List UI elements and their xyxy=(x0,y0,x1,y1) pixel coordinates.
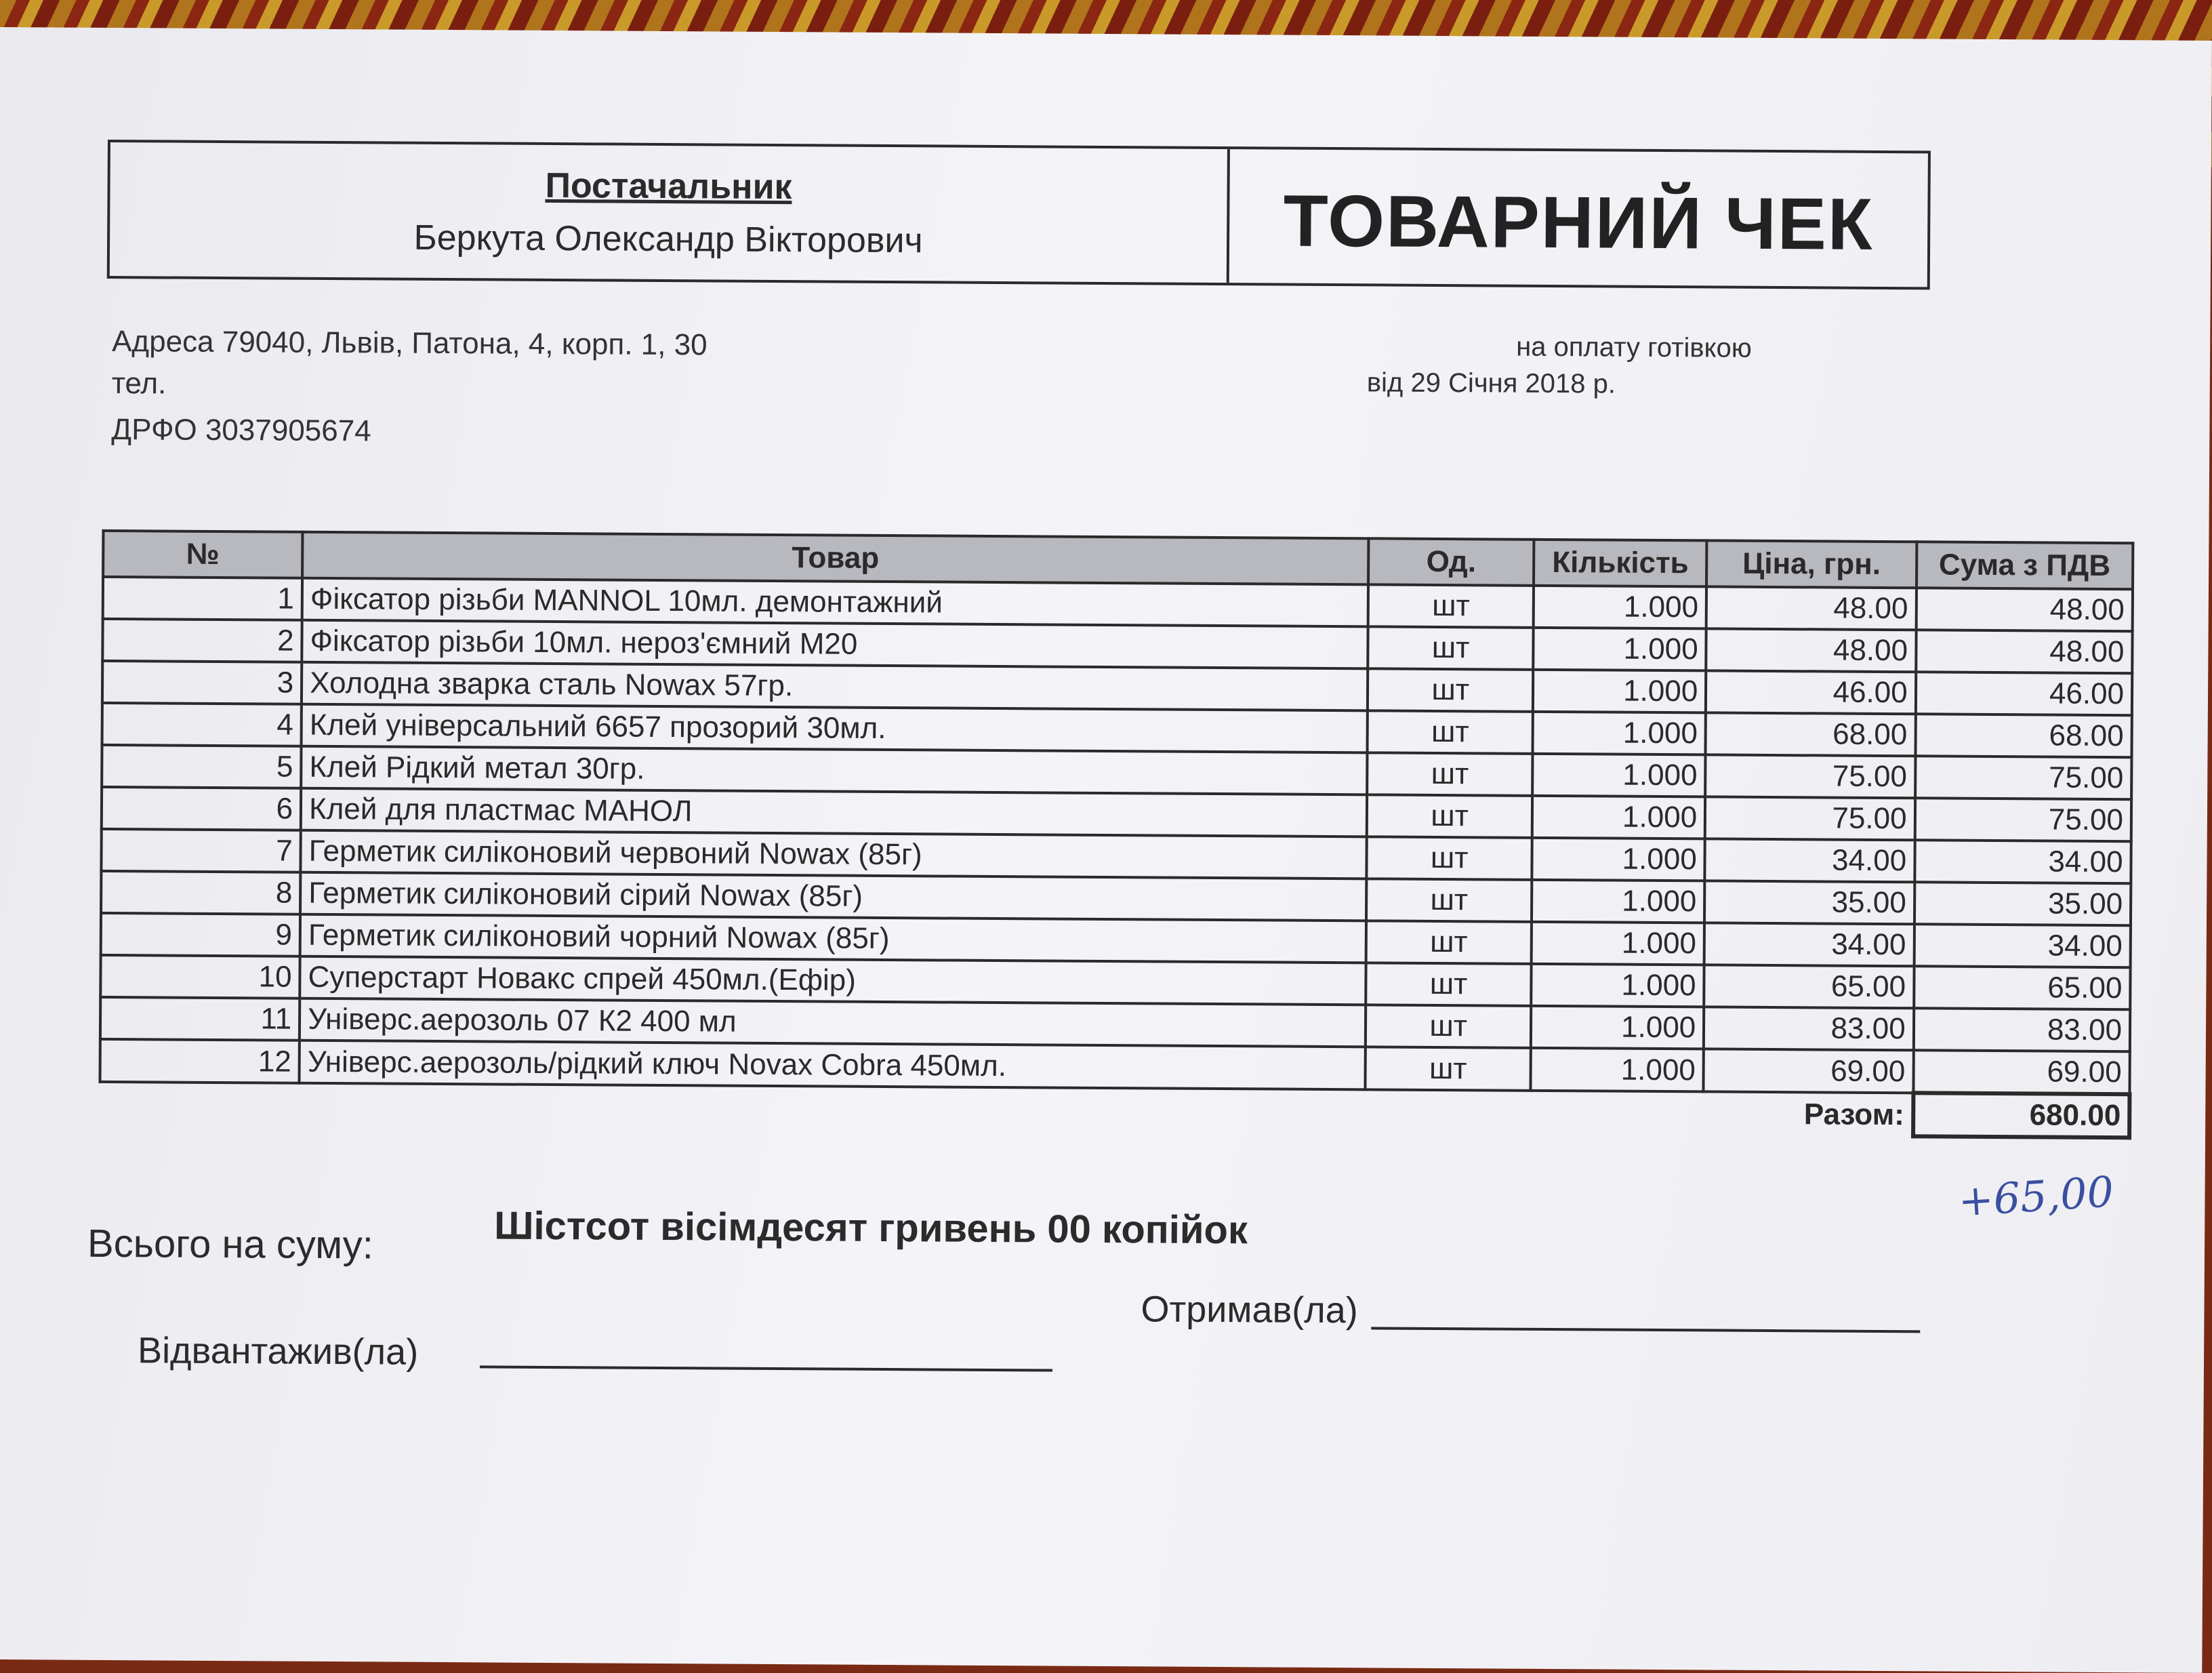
row-quantity: 1.000 xyxy=(1532,964,1704,1007)
supplier-drfo: ДРФО 3037905674 xyxy=(111,413,371,448)
row-unit: шт xyxy=(1368,668,1534,711)
row-price: 48.00 xyxy=(1706,628,1916,672)
row-item: Клей для пластмас МАНОЛ xyxy=(301,788,1367,837)
row-quantity: 1.000 xyxy=(1532,880,1704,923)
row-quantity: 1.000 xyxy=(1534,586,1706,629)
column-header-sum: Сума з ПДВ xyxy=(1917,542,2133,589)
column-header-price: Ціна, грн. xyxy=(1706,540,1917,588)
row-quantity: 1.000 xyxy=(1531,1048,1704,1092)
row-sum: 48.00 xyxy=(1916,588,2133,631)
row-number: 7 xyxy=(101,829,300,872)
row-sum: 35.00 xyxy=(1914,882,2131,925)
row-price: 35.00 xyxy=(1704,881,1914,924)
row-unit: шт xyxy=(1366,836,1532,879)
row-item: Універс.аерозоль/рідкий ключ Novax Cobra 450мл. xyxy=(300,1041,1366,1090)
document-subtitle: на оплату готівкою xyxy=(1516,331,1752,363)
row-item: Універс.аерозоль 07 К2 400 мл xyxy=(300,999,1366,1047)
row-quantity: 1.000 xyxy=(1532,838,1705,881)
row-item: Фіксатор різьби 10мл. нероз'ємний М20 xyxy=(302,620,1368,669)
row-quantity: 1.000 xyxy=(1534,628,1706,671)
row-sum: 34.00 xyxy=(1914,924,2131,967)
row-price: 75.00 xyxy=(1705,754,1915,798)
row-item: Клей універсальний 6657 прозорий 30мл. xyxy=(302,704,1368,753)
total-label: Разом: xyxy=(1803,1097,1905,1132)
row-sum: 83.00 xyxy=(1913,1008,2130,1051)
row-unit: шт xyxy=(1367,752,1533,795)
row-unit: шт xyxy=(1366,963,1532,1005)
row-sum: 48.00 xyxy=(1916,630,2133,673)
row-number: 5 xyxy=(102,745,301,788)
row-unit: шт xyxy=(1366,879,1532,921)
row-sum: 34.00 xyxy=(1914,840,2131,883)
row-unit: шт xyxy=(1366,921,1532,963)
row-price: 48.00 xyxy=(1706,586,1917,630)
column-header-item: Товар xyxy=(302,532,1368,585)
handwritten-note: +65,00 xyxy=(1957,1167,2116,1226)
document-date: від 29 Січня 2018 р. xyxy=(1366,367,1616,399)
row-number: 3 xyxy=(102,661,302,704)
shipped-signature-line xyxy=(480,1365,1052,1371)
row-number: 10 xyxy=(100,955,300,999)
row-number: 6 xyxy=(102,787,301,830)
total-spacer xyxy=(100,1082,1704,1135)
row-unit: шт xyxy=(1367,710,1533,753)
row-unit: шт xyxy=(1368,626,1534,669)
summary-amount-words: Шістсот вісімдесят гривень 00 копійок xyxy=(494,1203,1248,1253)
row-unit: шт xyxy=(1368,584,1534,627)
received-signature-line xyxy=(1371,1327,1920,1333)
receipt-paper xyxy=(0,27,2212,1673)
row-number: 12 xyxy=(100,1039,299,1083)
row-sum: 75.00 xyxy=(1915,756,2132,799)
row-price: 34.00 xyxy=(1705,839,1915,882)
total-value: 680.00 xyxy=(1913,1093,2130,1137)
supplier-phone-label: тел. xyxy=(111,367,167,401)
row-sum: 75.00 xyxy=(1914,798,2131,841)
row-price: 83.00 xyxy=(1704,1007,1914,1050)
row-item: Суперстарт Новакс спрей 450мл.(Ефір) xyxy=(300,956,1366,1005)
row-item: Герметик силіконовий сірий Nowax (85г) xyxy=(300,872,1366,921)
row-unit: шт xyxy=(1365,1047,1531,1090)
row-number: 1 xyxy=(103,577,302,620)
row-price: 69.00 xyxy=(1704,1049,1914,1093)
row-item: Герметик силіконовий червоний Nowax (85г) xyxy=(300,830,1366,879)
column-header-quantity: Кількість xyxy=(1534,540,1706,587)
items-table xyxy=(98,529,2135,1140)
row-sum: 69.00 xyxy=(1913,1050,2130,1094)
received-label: Отримав(ла) xyxy=(1141,1289,1358,1331)
row-sum: 65.00 xyxy=(1914,966,2131,1009)
row-item: Клей Рідкий метал 30гр. xyxy=(301,746,1367,795)
row-quantity: 1.000 xyxy=(1533,712,1706,755)
row-price: 68.00 xyxy=(1706,712,1916,756)
row-quantity: 1.000 xyxy=(1532,796,1705,839)
row-number: 11 xyxy=(100,997,300,1041)
supplier-name: Беркута Олександр Вікторович xyxy=(413,218,923,261)
row-sum: 46.00 xyxy=(1915,672,2132,715)
row-number: 9 xyxy=(101,913,300,956)
shipped-label: Відвантажив(ла) xyxy=(137,1330,419,1373)
document-title: ТОВАРНИЙ ЧЕК xyxy=(1283,179,1875,265)
column-header-unit: Од. xyxy=(1368,538,1534,585)
row-item: Холодна зварка сталь Nowax 57гр. xyxy=(302,662,1368,711)
row-quantity: 1.000 xyxy=(1531,1006,1704,1049)
column-header-number: № xyxy=(103,531,303,578)
row-sum: 68.00 xyxy=(1915,714,2132,757)
row-price: 75.00 xyxy=(1705,797,1915,840)
supplier-label: Постачальник xyxy=(545,165,792,207)
row-quantity: 1.000 xyxy=(1532,754,1705,797)
row-unit: шт xyxy=(1366,1005,1532,1047)
row-price: 46.00 xyxy=(1706,670,1916,714)
row-price: 65.00 xyxy=(1704,965,1914,1008)
row-number: 8 xyxy=(101,871,300,914)
row-item: Фіксатор різьби MANNOL 10мл. демонтажний xyxy=(302,578,1368,627)
summary-label: Всього на суму: xyxy=(87,1221,374,1268)
row-unit: шт xyxy=(1367,794,1533,837)
row-price: 34.00 xyxy=(1704,923,1914,966)
row-number: 2 xyxy=(102,619,302,662)
supplier-address: Адреса 79040, Львів, Патона, 4, корп. 1, 30 xyxy=(112,325,708,362)
header-box xyxy=(107,140,1931,289)
row-item: Герметик силіконовий чорний Nowax (85г) xyxy=(300,914,1366,963)
row-quantity: 1.000 xyxy=(1532,922,1704,965)
row-number: 4 xyxy=(102,703,302,746)
row-quantity: 1.000 xyxy=(1533,670,1706,713)
